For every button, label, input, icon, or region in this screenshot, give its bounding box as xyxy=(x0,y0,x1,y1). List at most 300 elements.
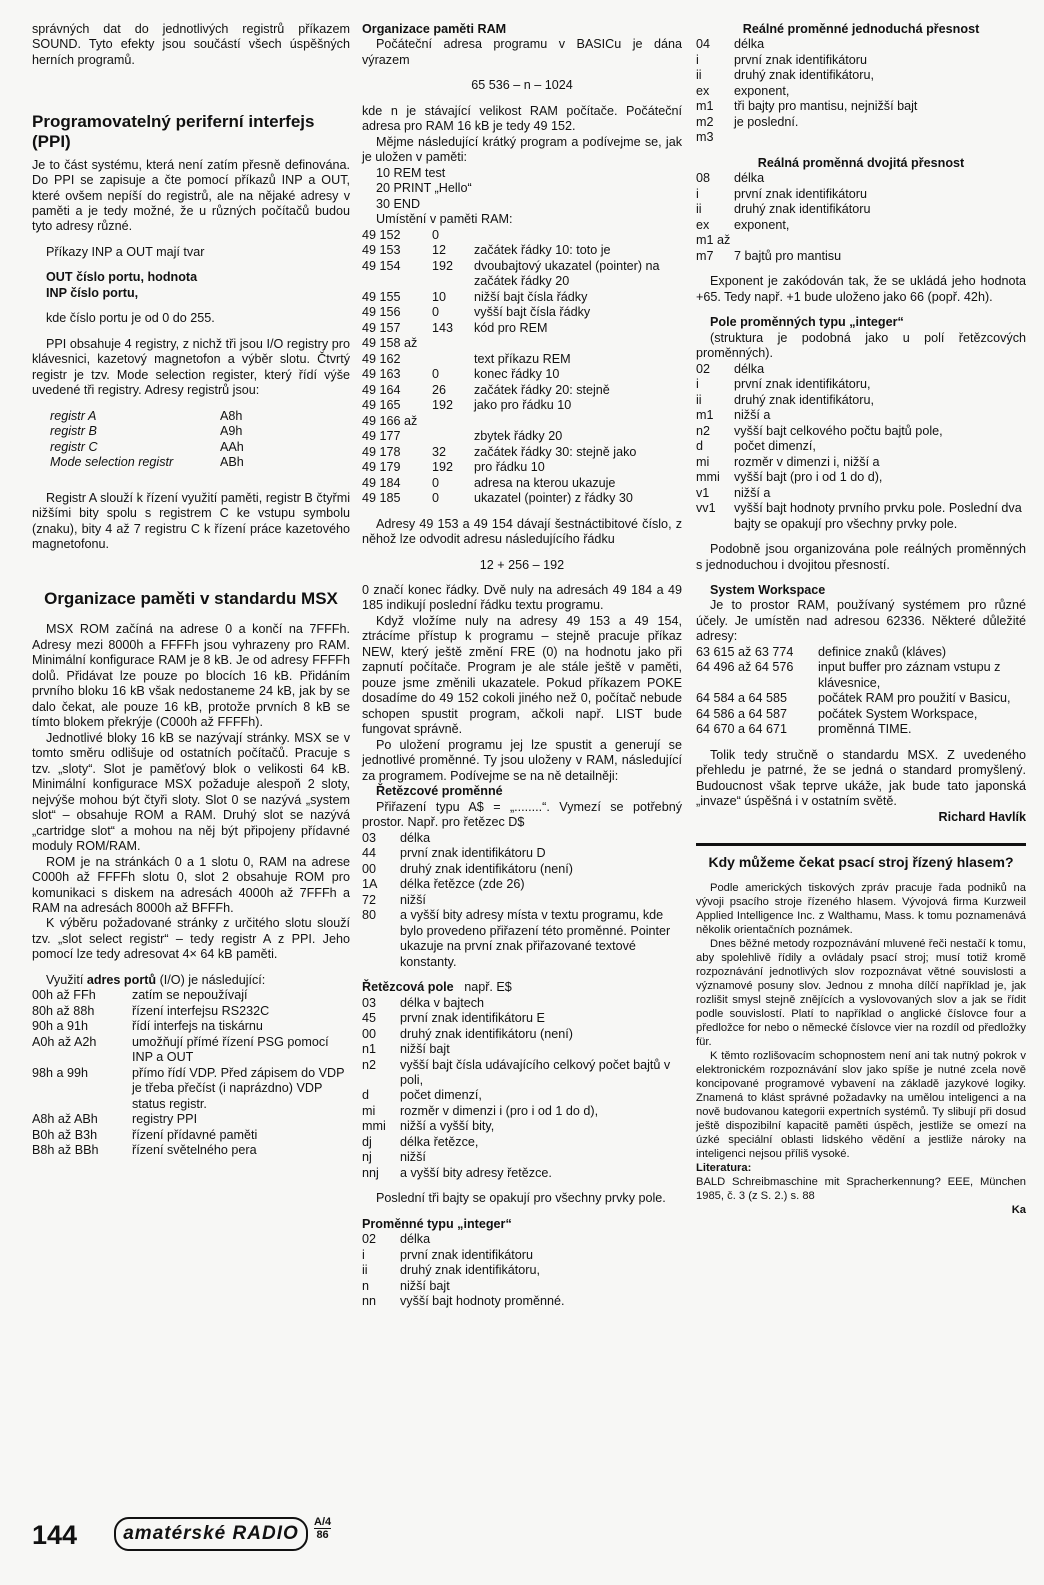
program-line: 30 END xyxy=(376,196,421,211)
news-paragraph-2: Dnes běžné metody rozpoznávání mluvené řeči nestačí k tomu, aby spolehlivě řídily a ovládaly psací stroj; musí totiž kromě rozpoznávání jednotlivých slov rozpoznávat větné souvislosti a významové posuny slov. Jednou z mnoha dílčí například je, jak rozlišit smysl stejně znějících a vyslovovaných slov a jak se řídit podle souvislostí. Platí to například o anglické číslovce four a předložce for nebo o německé číslovce vier na rozdíl od předložky für. xyxy=(696,938,1026,1049)
var-code: ii xyxy=(696,68,702,83)
ram-paragraph-3: Mějme následující krátký program a podívejme se, jak je uložen v paměti: xyxy=(362,134,682,165)
var-code: n xyxy=(362,1278,370,1293)
ws-address: 64 670 a 64 671 xyxy=(696,722,788,737)
var-desc: vyšší bajt hodnoty prvního prvku pole. Poslední dva bajty se opakují pro všechny prvky pole. xyxy=(734,501,1022,531)
table-row xyxy=(696,501,1026,532)
var-desc: je poslední. xyxy=(734,114,799,129)
var-desc: nižší xyxy=(400,892,426,907)
var-code: ii xyxy=(696,202,702,217)
var-code: dj xyxy=(362,1134,372,1149)
msx-paragraph-4: K výběru požadované stránky z určitého slotu slouží tzv. „slot select registr“ – tedy registr A z PPI. Jeho pomocí lze tedy adresovat 4× 64 kB paměti. xyxy=(32,916,350,962)
ports-table xyxy=(32,988,350,1158)
table-row xyxy=(50,455,244,470)
var-desc: nižší a xyxy=(734,485,771,500)
table-row xyxy=(362,367,682,382)
table-row xyxy=(362,1088,682,1103)
port-usage: řízení světelného pera xyxy=(132,1143,257,1158)
var-desc: první znak identifikátoru, xyxy=(734,377,871,392)
var-desc: počet dimenzí, xyxy=(400,1088,482,1103)
ram-paragraph-8: Po uložení programu jej lze spustit a generují se jednotlivé proměnné. Ty jsou uloženy v RAM, následující za programem. Podívejme se na ně detailněji: xyxy=(362,737,682,783)
ppi-paragraph-2: Příkazy INP a OUT mají tvar xyxy=(46,244,205,259)
mem-address: 49 154 xyxy=(362,258,401,273)
table-row xyxy=(32,1035,350,1066)
var-desc: délka xyxy=(400,1232,431,1247)
var-desc: délka řetězce (zde 26) xyxy=(400,877,525,892)
mem-address: 49 184 xyxy=(362,475,401,490)
mem-address: 49 178 xyxy=(362,444,401,459)
var-code: 00 xyxy=(362,861,377,876)
table-row xyxy=(362,460,682,475)
ram-paragraph-1: Počáteční adresa programu v BASICu je dána výrazem xyxy=(362,37,682,67)
table-row xyxy=(32,1066,350,1112)
ppi-paragraph-3: kde číslo portu je od 0 do 255. xyxy=(46,311,215,326)
table-row xyxy=(362,908,682,970)
register-address: ABh xyxy=(220,455,244,470)
mem-value: 143 xyxy=(432,320,454,335)
table-row xyxy=(696,707,1026,722)
mem-note: pro řádku 10 xyxy=(474,460,545,475)
table-row xyxy=(696,470,1026,485)
register-address: A8h xyxy=(220,408,243,423)
mem-address: 49 177 xyxy=(362,429,401,444)
var-desc: první znak identifikátoru xyxy=(734,186,868,201)
table-row xyxy=(362,1263,565,1278)
var-desc: délka xyxy=(400,830,431,845)
table-row xyxy=(696,486,1026,501)
mem-note: začátek řádky 20: stejně xyxy=(474,382,610,397)
var-desc: tři bajty pro mantisu, nejnižší bajt xyxy=(734,99,918,114)
var-code: m2 xyxy=(696,114,714,129)
table-row xyxy=(696,377,1026,392)
page-footer xyxy=(32,1513,362,1553)
table-row xyxy=(362,1027,682,1042)
ws-address: 64 586 a 64 587 xyxy=(696,706,788,721)
ws-desc: proměnná TIME. xyxy=(818,722,912,737)
port-usage: řídí interfejs na tiskárnu xyxy=(132,1019,263,1034)
var-code: d xyxy=(362,1088,370,1103)
var-code: 02 xyxy=(696,361,711,376)
ports-intro-bold: adres portů xyxy=(86,972,157,987)
ports-intro-a: Využití xyxy=(46,972,87,987)
integer-array-table xyxy=(696,362,1026,532)
table-row xyxy=(362,1042,682,1057)
var-code: 04 xyxy=(696,37,711,52)
table-row xyxy=(362,1135,682,1150)
table-row xyxy=(362,1294,565,1309)
register-table xyxy=(50,409,244,471)
msx-paragraph-1: MSX ROM začíná na adrese 0 a končí na 7FFFh. Adresy mezi 8000h a FFFFh jsou vyhrazeny pro RAM. Minimální konfigurace RAM je 8 kB. Je od adresy FFFFh dolů. Přidávat lze pouze po blocích 16 kB. Přidáním prvního bloku 16 kB však nedostaneme 24 kB, jak by se dalo čekat, ale pouze 16 kB, protože prvních 8 kB se tímto blokem překrýje (C000h až FFFFh). xyxy=(32,622,350,730)
mem-note: začátek řádky 30: stejně jako xyxy=(474,444,637,459)
table-row xyxy=(32,1019,350,1034)
var-code: mmi xyxy=(696,470,720,485)
port-usage: řízení přídavné paměti xyxy=(132,1127,258,1142)
mem-address: 49 157 xyxy=(362,320,401,335)
table-row xyxy=(362,1279,565,1294)
ppi-inp-syntax: INP číslo portu, xyxy=(46,285,139,300)
mem-note: nižší bajt čísla řádky xyxy=(474,289,588,304)
var-code: 72 xyxy=(362,892,377,907)
table-row xyxy=(362,1058,682,1089)
var-code: m1 až xyxy=(696,233,731,248)
port-range: B8h až BBh xyxy=(32,1143,99,1158)
mem-note: zbytek řádky 20 xyxy=(474,429,563,444)
var-desc: délka xyxy=(734,361,765,376)
var-desc: vyšší bajt celkového počtu bajtů pole, xyxy=(734,423,943,438)
string-array-heading xyxy=(362,980,682,995)
var-desc: vyšší bajt čísla udávajícího celkový počet bajtů v poli, xyxy=(400,1057,671,1087)
var-desc: nižší a vyšší bity, xyxy=(400,1119,495,1134)
msx-paragraph-3: ROM je na stránkách 0 a 1 slotu 0, RAM na adrese C000h až FFFFh slotu 0, slot 2 obsahuje ROM pro komunikaci s diskem na adresách 4000h až 7FFFh a RAM na adresách 8000h až BFFFh. xyxy=(32,854,350,915)
var-code: ex xyxy=(696,217,710,232)
var-desc: vyšší bajt (pro i od 1 do d), xyxy=(734,470,883,485)
string-array-table xyxy=(362,996,682,1182)
mem-address: 49 162 xyxy=(362,351,401,366)
port-range: 80h až 88h xyxy=(32,1003,95,1018)
var-desc: druhý znak identifikátoru (není) xyxy=(400,1026,573,1041)
table-row xyxy=(32,988,350,1003)
var-desc: a vyšší bity adresy místa v textu programu, kde bylo provedeno přiřazení této proměnné. Pointer ukazuje na první znak přiřazované textové konstanty. xyxy=(400,908,671,969)
port-range: B0h až B3h xyxy=(32,1127,98,1142)
var-desc: exponent, xyxy=(734,83,790,98)
var-desc: druhý znak identifikátoru (není) xyxy=(400,861,573,876)
table-row xyxy=(696,115,917,130)
table-row xyxy=(362,352,682,367)
var-code: d xyxy=(696,439,704,454)
table-row xyxy=(696,130,917,145)
ws-address: 63 615 až 63 774 xyxy=(696,644,794,659)
register-name: Mode selection registr xyxy=(50,455,174,470)
issue-number xyxy=(314,1516,331,1541)
ppi-out-syntax: OUT číslo portu, hodnota xyxy=(46,270,198,285)
var-code: m1 xyxy=(696,99,714,114)
table-row xyxy=(696,37,917,52)
magazine-logo: amatérské RADIO xyxy=(114,1517,308,1551)
mem-note: kód pro REM xyxy=(474,320,548,335)
var-code: vv1 xyxy=(696,501,716,516)
msx-heading: Organizace paměti v standardu MSX xyxy=(44,588,338,608)
literature-text: BALD Schreibmaschine mit Spracherkennung? EEE, München 1985, č. 3 (z S. 2.) s. 88 xyxy=(696,1176,1026,1203)
mem-value: 192 xyxy=(432,258,454,273)
table-row xyxy=(362,1248,565,1263)
var-code: 02 xyxy=(362,1232,377,1247)
table-row xyxy=(362,1150,682,1165)
port-usage: přímo řídí VDP. Před zápisem do VDP je třeba přečíst (i naprázdno) VDP status registr. xyxy=(132,1065,345,1111)
register-address: A9h xyxy=(220,424,243,439)
mem-value xyxy=(432,414,474,429)
var-code: 03 xyxy=(362,995,377,1010)
table-row xyxy=(362,383,682,398)
port-usage: zatím se nepoužívají xyxy=(132,988,248,1003)
table-row xyxy=(362,228,682,243)
var-desc: počet dimenzí, xyxy=(734,439,816,454)
string-array-title: Řetězcová pole xyxy=(362,980,454,995)
table-row xyxy=(696,691,1026,706)
ws-desc: počátek RAM pro použití v Basicu, xyxy=(818,691,1011,706)
table-row xyxy=(362,259,682,290)
table-row xyxy=(362,398,682,413)
string-var-table xyxy=(362,831,682,970)
table-row xyxy=(696,202,871,217)
var-code: i xyxy=(696,186,699,201)
table-row xyxy=(696,722,1026,737)
memory-table xyxy=(362,228,682,507)
table-row xyxy=(362,336,682,351)
table-row xyxy=(696,233,871,248)
table-row xyxy=(362,491,682,506)
mem-note: adresa na kterou ukazuje xyxy=(474,475,616,490)
var-code: i xyxy=(362,1247,365,1262)
mem-value: 0 xyxy=(432,367,440,382)
ws-desc: počátek System Workspace, xyxy=(818,706,978,721)
var-code: nn xyxy=(362,1294,377,1309)
table-row xyxy=(362,831,682,846)
table-row xyxy=(32,1112,350,1127)
real-double-table xyxy=(696,171,871,264)
mem-address: 49 158 až xyxy=(362,336,418,351)
var-code: m7 xyxy=(696,248,714,263)
table-row xyxy=(362,1119,682,1134)
var-code: m3 xyxy=(696,130,714,145)
ppi-heading: Programovatelný periferní interfejs (PPI) xyxy=(32,112,315,151)
ram-formula-2: 12 + 256 – 192 xyxy=(479,557,565,572)
mem-note: jako pro řádku 10 xyxy=(474,398,572,413)
mem-note xyxy=(474,414,682,429)
ram-heading: Organizace paměti RAM xyxy=(362,22,507,36)
table-row xyxy=(696,68,917,83)
var-desc: druhý znak identifikátoru, xyxy=(734,68,875,83)
mem-value: 10 xyxy=(432,289,447,304)
table-row xyxy=(696,218,871,233)
var-code: 80 xyxy=(362,908,377,923)
table-row xyxy=(362,414,682,429)
mem-address: 49 153 xyxy=(362,243,401,258)
issue-year: 86 xyxy=(314,1528,331,1541)
column-middle xyxy=(362,22,682,1310)
var-code: nnj xyxy=(362,1165,379,1180)
table-row xyxy=(362,243,682,258)
mem-address: 49 152 xyxy=(362,227,401,242)
table-row xyxy=(32,1128,350,1143)
integer-array-paragraph-2: Podobně jsou organizována pole reálných proměnných s jednoduchou i dvojitou přesností. xyxy=(696,542,1026,572)
news-body xyxy=(696,881,1026,1217)
mem-value: 0 xyxy=(432,305,440,320)
var-code: 44 xyxy=(362,846,377,861)
var-desc: délka xyxy=(734,37,765,52)
table-row xyxy=(696,455,1026,470)
workspace-heading: System Workspace xyxy=(710,582,826,597)
table-row xyxy=(696,84,917,99)
var-desc: exponent, xyxy=(734,217,790,232)
mem-value xyxy=(432,336,474,351)
intro-text: správných dat do jednotlivých registrů příkazem SOUND. Tyto efekty jsou součástí všech úspěšných herních programů. xyxy=(32,22,350,67)
var-desc: a vyšší bity adresy řetězce. xyxy=(400,1165,552,1180)
var-desc: druhý znak identifikátoru, xyxy=(734,392,875,407)
mem-value: 192 xyxy=(432,398,454,413)
program-line: 20 PRINT „Hello“ xyxy=(376,181,472,196)
mem-value: 12 xyxy=(432,243,447,258)
column-right xyxy=(696,22,1026,1217)
var-desc: vyšší bajt hodnoty proměnné. xyxy=(400,1294,565,1309)
table-row xyxy=(362,290,682,305)
var-desc: nižší bajt xyxy=(400,1278,450,1293)
ports-intro-c: (I/O) je následující: xyxy=(156,972,266,987)
mem-address: 49 163 xyxy=(362,367,401,382)
string-var-paragraph: Přiřazení typu A$ = „........“. Vymezí se potřebný prostor. Např. pro řetězec D$ xyxy=(362,799,682,830)
integer-table xyxy=(362,1232,565,1309)
var-code: ii xyxy=(362,1263,368,1278)
var-desc: délka v bajtech xyxy=(400,995,485,1010)
string-array-example: např. E$ xyxy=(464,980,512,995)
mem-address: 49 156 xyxy=(362,305,401,320)
var-desc: druhý znak identifikátoru xyxy=(734,202,871,217)
mem-value: 32 xyxy=(432,444,447,459)
author-signature: Richard Havlík xyxy=(938,809,1026,824)
real-single-table xyxy=(696,37,917,145)
var-code: mi xyxy=(696,454,710,469)
port-range: 00h až FFh xyxy=(32,988,96,1003)
var-code: n2 xyxy=(362,1057,377,1072)
table-row xyxy=(362,1232,565,1247)
ram-paragraph-4: Umístění v paměti RAM: xyxy=(376,212,513,227)
program-line: 10 REM test xyxy=(376,165,446,180)
mem-address: 49 185 xyxy=(362,491,401,506)
mem-address: 49 165 xyxy=(362,398,401,413)
var-code: ex xyxy=(696,83,710,98)
table-row xyxy=(696,439,1026,454)
table-row xyxy=(696,171,871,186)
table-row xyxy=(696,424,1026,439)
register-name: registr A xyxy=(50,408,97,423)
table-row xyxy=(32,1143,350,1158)
column-left xyxy=(32,22,350,1159)
ws-desc: definice znaků (kláves) xyxy=(818,644,947,659)
port-range: A0h až A2h xyxy=(32,1034,97,1049)
ppi-paragraph-1: Je to část systému, která není zatím přesně definována. Do PPI se zapisuje a čte pomocí příkazů INP a OUT, které ovšem nepíší do registrů, ale na nějaké adresy v paměti a je tedy možné, že u různých počítačů budou tyto adresy různé. xyxy=(32,157,350,234)
var-code: m1 xyxy=(696,408,714,423)
news-paragraph-1: Podle amerických tiskových zpráv pracuje řada podniků na vývoji psacího stroje řízeného hlasem. Vývojová firma Kurzweil Applied Intelligence Inc. z Walthamu, Mass. k tomu poznamenává několik orientačních poznámek. xyxy=(696,882,1026,937)
table-row xyxy=(362,996,682,1011)
real-double-heading: Reálná proměnná dvojitá přesnost xyxy=(757,155,965,170)
section-divider xyxy=(696,843,1026,846)
real-double-paragraph: Exponent je zakódován tak, že se ukládá jeho hodnota +65. Tedy např. +1 bude uloženo jako 66 (popř. 42h). xyxy=(696,274,1026,304)
ram-paragraph-6: 0 značí konec řádky. Dvě nuly na adresách 49 184 a 49 185 indikují poslední řádku textu programu. xyxy=(362,582,682,613)
register-name: registr C xyxy=(50,439,98,454)
mem-address: 49 155 xyxy=(362,289,401,304)
closing-paragraph: Tolik tedy stručně o standardu MSX. Z uvedeného přehledu je patrné, že se jedná o standard promyšlený. Budoucnost však teprve ukáže, jak bude tato japonská „invaze“ úspěšná i v ostatním světě. xyxy=(696,747,1026,809)
ws-desc: input buffer pro záznam vstupu z klávesnice, xyxy=(818,660,1001,690)
table-row xyxy=(50,409,244,424)
table-row xyxy=(696,249,871,264)
table-row xyxy=(362,445,682,460)
register-name: registr B xyxy=(50,424,97,439)
var-code: i xyxy=(696,52,699,67)
var-desc: nižší a xyxy=(734,408,771,423)
table-row xyxy=(696,362,1026,377)
var-desc: první znak identifikátoru D xyxy=(400,846,546,861)
integer-array-paragraph: (struktura je podobná jako u polí řetězcových proměnných). xyxy=(696,330,1026,361)
table-row xyxy=(696,645,1026,660)
port-range: A8h až ABh xyxy=(32,1112,98,1127)
port-usage: registry PPI xyxy=(132,1112,198,1127)
mem-note: začátek řádky 10: toto je xyxy=(474,243,611,258)
mem-value: 0 xyxy=(432,491,440,506)
mem-value xyxy=(432,352,474,367)
mem-value xyxy=(432,429,474,444)
var-desc: první znak identifikátoru xyxy=(400,1247,534,1262)
var-code: mi xyxy=(362,1103,376,1118)
var-code: 1A xyxy=(362,877,378,892)
mem-address: 49 166 až xyxy=(362,413,418,428)
mem-value: 192 xyxy=(432,460,454,475)
table-row xyxy=(362,476,682,491)
var-desc: druhý znak identifikátoru, xyxy=(400,1263,541,1278)
var-code: 45 xyxy=(362,1011,377,1026)
string-var-heading: Řetězcové proměnné xyxy=(376,784,503,799)
array-note: Poslední tři bajty se opakují pro všechny prvky pole. xyxy=(376,1191,666,1206)
var-desc: první znak identifikátoru xyxy=(734,52,868,67)
table-row xyxy=(696,99,917,114)
table-row xyxy=(362,305,682,320)
mem-note xyxy=(474,228,682,243)
table-row xyxy=(696,53,917,68)
ram-paragraph-7: Když vložíme nuly na adresy 49 153 a 49 154, ztrácíme přístup k programu – stejně pracuje příkaz NEW, který ještě změní FRE (0) na hodnotu jako při zapnutí počítače. Program je ale stále ještě v paměti, pouze jsme změnili ukazatele. Pokud příkazem POKE dosadíme do 49 152 cokoli jiného než 0, počítač nebude schopen spustit program, ačkoli např. LIST bude fungovat správně. xyxy=(362,613,682,737)
mem-value: 0 xyxy=(432,227,440,242)
news-paragraph-3: K těmto rozlišovacím schopnostem není ani tak nutný pokrok v elektronickém rozpoznávání slov jako spíše je nutné zcela nově koncipované programové vybavení na základě jazykové logiky. Znamená to klást správné požadavky na umělou inteligenci a na nově budovanou kategorii expertních systémů. Ty slibují při dosud ještě dispozibilní kapacitě paměti úspěch, jestliže se omezí na úzké speciální oblasti lidského vědění a jestliže nároky na inteligenci nejsou příliš vysoké. xyxy=(696,1050,1026,1161)
var-desc xyxy=(734,130,917,145)
table-row xyxy=(362,846,682,861)
var-desc: první znak identifikátoru E xyxy=(400,1011,545,1026)
integer-heading: Proměnné typu „integer“ xyxy=(362,1216,512,1231)
ws-address: 64 496 až 64 576 xyxy=(696,660,794,675)
table-row xyxy=(696,393,1026,408)
var-code: mmi xyxy=(362,1119,386,1134)
literature-label: Literatura: xyxy=(696,1162,752,1175)
mem-note: ukazatel (pointer) z řádky 30 xyxy=(474,491,633,506)
ports-intro xyxy=(32,973,350,988)
table-row xyxy=(362,877,682,892)
workspace-table xyxy=(696,645,1026,738)
issue-label: A/4 xyxy=(314,1516,332,1528)
table-row xyxy=(696,408,1026,423)
ppi-paragraph-5: Registr A slouží k řízení využití paměti, registr B čtyřmi nižšími bity spolu s registrem C ke vstupu symbolu (znaku), bity 4 až 7 registru C k řízení práce kazetového magnetofonu. xyxy=(32,490,350,552)
var-desc: rozměr v dimenzi i (pro i od 1 do d), xyxy=(400,1103,599,1118)
var-code: 03 xyxy=(362,830,377,845)
mem-note: text příkazu REM xyxy=(474,351,571,366)
msx-paragraph-2: Jednotlivé bloky 16 kB se nazývají stránky. MSX se v tomto směru odlišuje od ostatních počítačů. Pracuje s tzv. „sloty“. Slot je paměťový blok o velikosti 64 kB. Minimální konfigurace MSX požaduje alespoň 2 sloty, nejvýše mohou být čtyři sloty. Slot 0 se nazývá „system slot“ – obsahuje ROM a RAM. Druhý slot se nazývá „cartridge slot“ a mohou na něj být připojeny přídavné moduly ROM/RAM. xyxy=(32,730,350,854)
var-desc: délka xyxy=(734,171,765,186)
integer-array-heading: Pole proměnných typu „integer“ xyxy=(710,315,904,330)
ppi-paragraph-4: PPI obsahuje 4 registry, z nichž tři jsou I/O registry pro klávesnici, kazetový magnetofon a výběr slotu. Čtvrtý registr je tzv. Mode selection register, který řídí výše uvedené tři registry. Adresy registrů jsou: xyxy=(32,336,350,398)
port-usage: umožňují přímé řízení PSG pomocí INP a OUT xyxy=(132,1034,329,1065)
table-row xyxy=(362,1011,682,1026)
var-code: ii xyxy=(696,392,702,407)
mem-note: dvoubajtový ukazatel (pointer) na začátek řádky 20 xyxy=(474,258,660,289)
var-code: nj xyxy=(362,1150,372,1165)
page-number: 144 xyxy=(32,1520,78,1550)
mem-note: konec řádky 10 xyxy=(474,367,560,382)
table-row xyxy=(362,1104,682,1119)
port-usage: řízení interfejsu RS232C xyxy=(132,1003,270,1018)
var-code: v1 xyxy=(696,485,710,500)
ram-paragraph-5: Adresy 49 153 a 49 154 dávají šestnáctibitové číslo, z něhož lze odvodit adresu následujícího řádku xyxy=(362,516,682,547)
port-range: 98h a 99h xyxy=(32,1065,89,1080)
ram-formula-1: 65 536 – n – 1024 xyxy=(471,78,573,93)
table-row xyxy=(362,862,682,877)
table-row xyxy=(50,424,244,439)
news-signature: Ka xyxy=(1011,1204,1026,1217)
var-code: n2 xyxy=(696,423,711,438)
